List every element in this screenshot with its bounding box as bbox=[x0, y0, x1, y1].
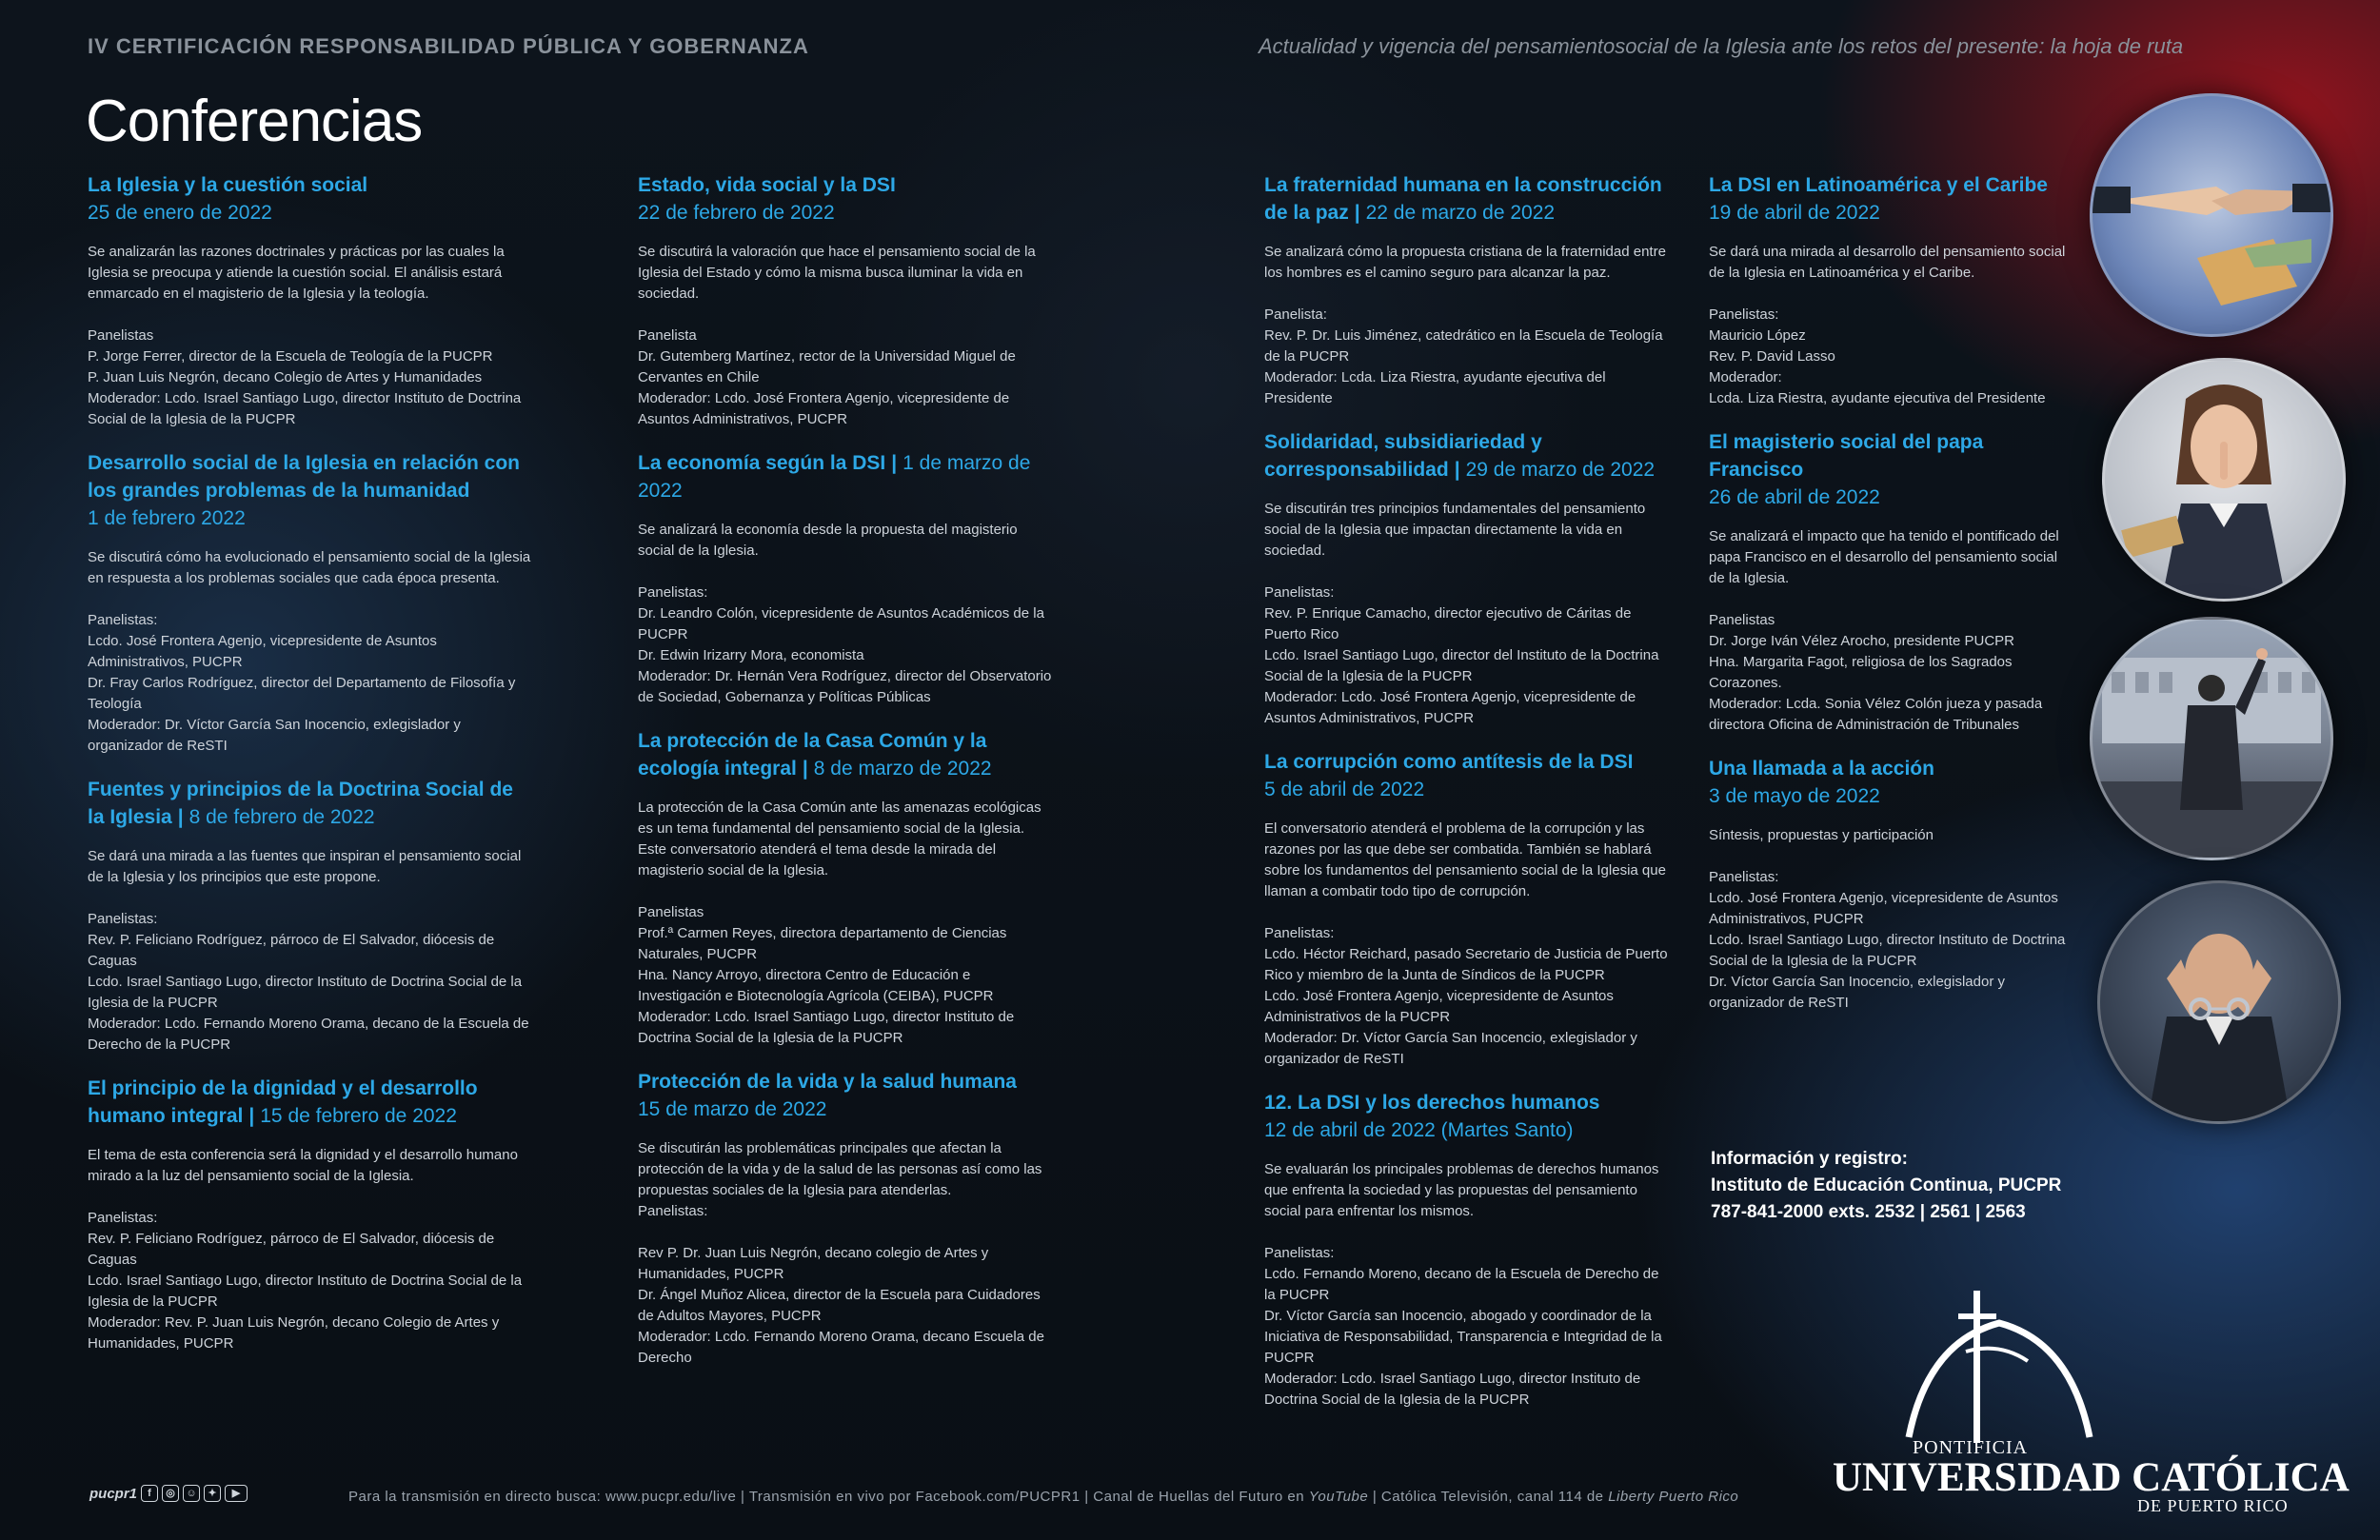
conference-date: 26 de abril de 2022 bbox=[1709, 486, 1880, 508]
speaker-icon bbox=[2092, 620, 2330, 858]
panelists-list: Mauricio López Rev. P. David Lasso Moderador: Lcda. Liza Riestra, ayudante ejecutiva del Presidente bbox=[1709, 327, 2046, 406]
conference-date: 1 de febrero 2022 bbox=[88, 507, 246, 529]
panelists-label: Panelistas: bbox=[1264, 925, 1335, 941]
panelists-list: Rev. P. Feliciano Rodríguez, párroco de El Salvador, diócesis de Caguas Lcdo. Israel Santiago Lugo, director Instituto de Doctrina Social de la Iglesia de la PUCPR Moderador: Rev. P. Juan Luis Negrón, decano Colegio de Artes y Humanidades, PUCPR bbox=[88, 1231, 523, 1352]
panelists-list: Rev P. Dr. Juan Luis Negrón, decano colegio de Artes y Humanidades, PUCPR Dr. Ángel Muñoz Alicea, director de la Escuela para Cuidadores de Adultos Mayores, PUCPR Moderador: Lcdo. Fernando Moreno Orama, decano Escuela de Derecho bbox=[638, 1245, 1044, 1366]
panelists-list: Dr. Leandro Colón, vicepresidente de Asuntos Académicos de la PUCPR Dr. Edwin Irizarry Mora, economista Moderador: Dr. Hernán Vera Rodríguez, director del Observatorio de Sociedad, Gobernanza y Políticas Públicas bbox=[638, 605, 1052, 705]
conference-description: Se analizará la economía desde la propuesta del magisterio social de la Iglesia. bbox=[638, 522, 1018, 559]
social-bar bbox=[89, 1485, 248, 1502]
panelists-label: Panelistas: bbox=[1709, 306, 1779, 323]
conference-item bbox=[1709, 428, 2075, 736]
conference-description: El conversatorio atenderá el problema de la corrupción y las razones por las que debe ser combatida. También se hablará sobre los fundamentos del pensamiento social de la Iglesia que llaman a combatir todo tipo de corrupción. bbox=[1264, 820, 1666, 899]
conference-title: La Iglesia y la cuestión social bbox=[88, 174, 368, 196]
conference-description: Se evaluarán los principales problemas de derechos humanos que enfrenta la sociedad y las propuestas del pensamiento social para enfrentar los mismos. bbox=[1264, 1161, 1659, 1219]
conference-title: Fuentes y principios de la Doctrina Social de la Iglesia bbox=[88, 779, 513, 828]
conference-date: 12 de abril de 2022 (Martes Santo) bbox=[1264, 1119, 1574, 1141]
conference-item bbox=[1264, 171, 1674, 409]
conference-item bbox=[88, 776, 535, 1056]
panelists-list: Lcdo. José Frontera Agenjo, vicepresidente de Asuntos Administrativos, PUCPR Lcdo. Israel Santiago Lugo, director Instituto de Doctrina Social de la Iglesia de la PUCPR Dr. Víctor García San Inocencio, exlegislador y organizador de ReSTI bbox=[1709, 890, 2066, 1011]
footer-liberty: Liberty Puerto Rico bbox=[1608, 1489, 1739, 1505]
panelists-list: Rev. P. Feliciano Rodríguez, párroco de El Salvador, diócesis de Caguas Lcdo. Israel Santiago Lugo, director Instituto de Doctrina Social de la Iglesia de la PUCPR Moderador: Lcdo. Fernando Moreno Orama, decano de la Escuela de Derecho de la PUCPR bbox=[88, 932, 529, 1053]
politician-crowd-photo bbox=[2090, 617, 2333, 860]
conference-item bbox=[1264, 748, 1674, 1070]
conference-description: Síntesis, propuestas y participación bbox=[1709, 827, 1934, 843]
facebook-icon[interactable]: f bbox=[141, 1485, 158, 1502]
conference-item bbox=[88, 1075, 535, 1354]
conference-column-4 bbox=[1709, 171, 2075, 1033]
conference-item bbox=[1264, 428, 1674, 729]
conference-title: La corrupción como antítesis de la DSI bbox=[1264, 751, 1634, 773]
conference-item bbox=[88, 449, 535, 757]
panelists-label: Panelista bbox=[638, 327, 697, 344]
separator: | bbox=[1354, 202, 1360, 224]
conference-description: Se discutirán tres principios fundamentales del pensamiento social de la Iglesia que impactan directamente la vida en sociedad. bbox=[1264, 501, 1646, 559]
conference-title: La fraternidad humana en la construcción de la paz bbox=[1264, 174, 1662, 224]
conference-date: 8 de marzo de 2022 bbox=[813, 758, 992, 780]
panelists-list: Rev. P. Dr. Luis Jiménez, catedrático en la Escuela de Teología de la PUCPR Moderador: Lcda. Liza Riestra, ayudante ejecutiva del Presidente bbox=[1264, 327, 1663, 406]
panelists-label: Panelistas: bbox=[638, 584, 708, 601]
conference-column-3 bbox=[1264, 171, 1674, 1430]
conference-item bbox=[1709, 171, 2075, 409]
panelists-list: Lcdo. José Frontera Agenjo, vicepresidente de Asuntos Administrativos, PUCPR Dr. Fray Carlos Rodríguez, director del Departamento de Filosofía y Teología Moderador: Dr. Víctor García San Inocencio, exlegislador y organizador de ReSTI bbox=[88, 633, 516, 754]
conference-description: El tema de esta conferencia será la dignidad y el desarrollo humano mirado a la luz del pensamiento social de la Iglesia. bbox=[88, 1147, 518, 1184]
conference-description: Se analizará el impacto que ha tenido el pontificado del papa Francisco en el desarrollo del pensamiento social de la Iglesia. bbox=[1709, 528, 2059, 586]
info-heading: Información y registro: bbox=[1711, 1149, 1908, 1169]
conference-description: La protección de la Casa Común ante las amenazas ecológicas es un tema fundamental del pensamiento social de la Iglesia. Este conversatorio atenderá el tema desde la mirada del magisterio social de la Iglesia. bbox=[638, 800, 1041, 879]
conference-date: 15 de marzo de 2022 bbox=[638, 1098, 827, 1120]
conference-column-1 bbox=[88, 171, 535, 1373]
separator: | bbox=[1454, 459, 1460, 481]
panelists-list: Rev. P. Enrique Camacho, director ejecutivo de Cáritas de Puerto Rico Lcdo. Israel Santiago Lugo, director del Instituto de la Doctrina Social de la Iglesia de la PUCPR Moderador: Lcdo. José Frontera Agenjo, vicepresidente de Asuntos Administrativos, PUCPR bbox=[1264, 605, 1659, 726]
separator: | bbox=[891, 452, 898, 474]
conference-title: La protección de la Casa Común y la ecología integral bbox=[638, 730, 987, 780]
footer-text-part2: | Católica Televisión, canal 114 de bbox=[1368, 1489, 1609, 1505]
registration-info bbox=[1711, 1146, 2061, 1226]
conference-item bbox=[1709, 755, 2075, 1014]
panelists-label: Panelistas: bbox=[1709, 869, 1779, 885]
panelists-label: Panelistas: bbox=[88, 911, 158, 927]
panelists-label: Panelistas: bbox=[88, 612, 158, 628]
conference-date: 19 de abril de 2022 bbox=[1709, 202, 1880, 224]
conference-title: La DSI en Latinoamérica y el Caribe bbox=[1709, 174, 2048, 196]
conference-date: 8 de febrero de 2022 bbox=[188, 806, 375, 828]
snapchat-icon[interactable]: ☺ bbox=[183, 1485, 200, 1502]
conference-date: 29 de marzo de 2022 bbox=[1465, 459, 1656, 481]
conference-description: Se discutirá la valoración que hace el pensamiento social de la Iglesia del Estado y cómo la misma busca iluminar la vida en sociedad. bbox=[638, 244, 1036, 302]
conference-title: 12. La DSI y los derechos humanos bbox=[1264, 1092, 1600, 1114]
conference-date: 25 de enero de 2022 bbox=[88, 202, 272, 224]
handcuffed-man-photo bbox=[2097, 880, 2341, 1124]
header-certification: IV CERTIFICACIÓN RESPONSABILIDAD PÚBLICA Y GOBERNANZA bbox=[88, 34, 809, 58]
conference-item bbox=[638, 449, 1057, 708]
conference-title: Protección de la vida y la salud humana bbox=[638, 1071, 1017, 1093]
separator: | bbox=[802, 758, 808, 780]
footer-text-part1: Para la transmisión en directo busca: www.pucpr.edu/live | Transmisión en vivo por Facebook.com/PUCPR1 | Canal de Huellas del Futuro en bbox=[348, 1489, 1309, 1505]
panelists-label: Panelistas bbox=[88, 327, 154, 344]
conference-title: Desarrollo social de la Iglesia en relación con los grandes problemas de la humanidad bbox=[88, 452, 521, 502]
footer-youtube: YouTube bbox=[1308, 1489, 1369, 1505]
conference-date: 22 de febrero de 2022 bbox=[638, 202, 835, 224]
conference-column-2 bbox=[638, 171, 1057, 1388]
conference-description: Se analizará cómo la propuesta cristiana de la fraternidad entre los hombres es el camino seguro para alcanzar la paz. bbox=[1264, 244, 1666, 281]
conference-title: El principio de la dignidad y el desarrollo humano integral bbox=[88, 1077, 478, 1127]
conference-title: El magisterio social del papa Francisco bbox=[1709, 431, 1984, 481]
conference-title: Estado, vida social y la DSI bbox=[638, 174, 896, 196]
panelists-label: Panelistas bbox=[1709, 612, 1775, 628]
woman-shush-icon bbox=[2105, 361, 2343, 599]
logo-university-name: UNIVERSIDAD CATÓLICA bbox=[1833, 1455, 2350, 1500]
twitter-icon[interactable]: ✦ bbox=[204, 1485, 221, 1502]
conference-date: 5 de abril de 2022 bbox=[1264, 779, 1425, 800]
conference-item bbox=[88, 171, 535, 430]
info-institute: Instituto de Educación Continua, PUCPR bbox=[1711, 1175, 2062, 1195]
panelists-label: Panelistas: bbox=[88, 1210, 158, 1226]
conference-title: Una llamada a la acción bbox=[1709, 758, 1934, 780]
conference-title: La economía según la DSI bbox=[638, 452, 886, 474]
handshake-icon bbox=[2092, 96, 2330, 334]
panelists-list: Lcdo. Héctor Reichard, pasado Secretario de Justicia de Puerto Rico y miembro de la Junta de Síndicos de la PUCPR Lcdo. José Frontera Agenjo, vicepresidente de Asuntos Administrativos de la PUCPR Moderador: Dr. Víctor García San Inocencio, exlegislador y organizador de ReSTI bbox=[1264, 946, 1668, 1067]
social-handle: pucpr1 bbox=[89, 1485, 138, 1502]
instagram-icon[interactable]: ◎ bbox=[162, 1485, 179, 1502]
footer-broadcast-info bbox=[348, 1489, 1738, 1505]
conference-description: Se discutirán las problemáticas principales que afectan la protección de la vida y de la salud de las personas así como las propuestas sociales de la Iglesia para atenderlas. Panelistas: bbox=[638, 1140, 1042, 1219]
panelists-label: Panelistas: bbox=[1264, 1245, 1335, 1261]
conference-description: Se dará una mirada a las fuentes que inspiran el pensamiento social de la Iglesia y los principios que este propone. bbox=[88, 848, 522, 885]
conference-date: 22 de marzo de 2022 bbox=[1365, 202, 1556, 224]
conference-item bbox=[638, 1068, 1057, 1369]
panelists-label: Panelistas: bbox=[1264, 584, 1335, 601]
logo-puerto-rico: DE PUERTO RICO bbox=[2137, 1496, 2289, 1515]
panelists-list: Lcdo. Fernando Moreno, decano de la Escuela de Derecho de la PUCPR Dr. Víctor García san Inocencio, abogado y coordinador de la Iniciativa de Responsabilidad, Transparencia e Integridad de la PUCPR Moderador: Lcdo. Israel Santiago Lugo, director Instituto de Doctrina Social de la Iglesia de la PUCPR bbox=[1264, 1266, 1662, 1408]
panelists-list: Dr. Jorge Iván Vélez Arocho, presidente PUCPR Hna. Margarita Fagot, religiosa de los Sagrados Corazones. Moderador: Lcda. Sonia Vélez Colón jueza y pasada directora Oficina de Administración de Tribunales bbox=[1709, 633, 2043, 733]
conference-title: Solidaridad, subsidiariedad y corresponsabilidad bbox=[1264, 431, 1542, 481]
conference-item bbox=[638, 727, 1057, 1049]
conference-item bbox=[638, 171, 1057, 430]
separator: | bbox=[177, 806, 184, 828]
conference-date: 15 de febrero de 2022 bbox=[260, 1105, 457, 1127]
header-subtitle: Actualidad y vigencia del pensamientosocial de la Iglesia ante los retos del presente: la hoja de ruta bbox=[1259, 34, 2184, 58]
conference-description: Se dará una mirada al desarrollo del pensamiento social de la Iglesia en Latinoamérica y el Caribe. bbox=[1709, 244, 2066, 281]
conference-description: Se discutirá cómo ha evolucionado el pensamiento social de la Iglesia en respuesta a los problemas sociales que cada época presenta. bbox=[88, 549, 531, 586]
panelists-list: Prof.ª Carmen Reyes, directora departamento de Ciencias Naturales, PUCPR Hna. Nancy Arroyo, directora Centro de Educación e Investigación e Biotecnología Agrícola (CEIBA), PUCPR Moderador: Lcdo. Israel Santiago Lugo, director Instituto de Doctrina Social de la Iglesia de la PUCPR bbox=[638, 925, 1015, 1046]
panelists-label: Panelista: bbox=[1264, 306, 1327, 323]
separator: | bbox=[248, 1105, 255, 1127]
logo-pontificia: PONTIFICIA bbox=[1913, 1437, 2029, 1458]
handcuffs-icon bbox=[2100, 883, 2338, 1121]
cross-arch-icon bbox=[1833, 1285, 2309, 1447]
panelists-list: Dr. Gutemberg Martínez, rector de la Universidad Miguel de Cervantes en Chile Moderador: Lcdo. José Frontera Agenjo, vicepresidente de Asuntos Administrativos, PUCPR bbox=[638, 348, 1016, 427]
university-logo bbox=[1833, 1285, 2350, 1523]
youtube-icon[interactable]: ▶ bbox=[225, 1485, 248, 1502]
conference-date: 3 de mayo de 2022 bbox=[1709, 785, 1880, 807]
panelists-list: P. Jorge Ferrer, director de la Escuela de Teología de la PUCPR P. Juan Luis Negrón, decano Colegio de Artes y Humanidades Moderador: Lcdo. Israel Santiago Lugo, director Instituto de Doctrina Social de la Iglesia de la PUCPR bbox=[88, 348, 522, 427]
silence-woman-photo bbox=[2102, 358, 2346, 602]
page-title: Conferencias bbox=[86, 89, 423, 154]
conference-item bbox=[1264, 1089, 1674, 1411]
info-phone: 787-841-2000 exts. 2532 | 2561 | 2563 bbox=[1711, 1202, 2026, 1222]
handshake-photo bbox=[2090, 93, 2333, 337]
conference-date: 1 de marzo de 2022 bbox=[638, 452, 1031, 502]
panelists-label: Panelistas bbox=[638, 904, 704, 920]
conference-description: Se analizarán las razones doctrinales y prácticas por las cuales la Iglesia se preocupa y atiende la cuestión social. El análisis estará enmarcado en el magisterio de la Iglesia y la teología. bbox=[88, 244, 505, 302]
